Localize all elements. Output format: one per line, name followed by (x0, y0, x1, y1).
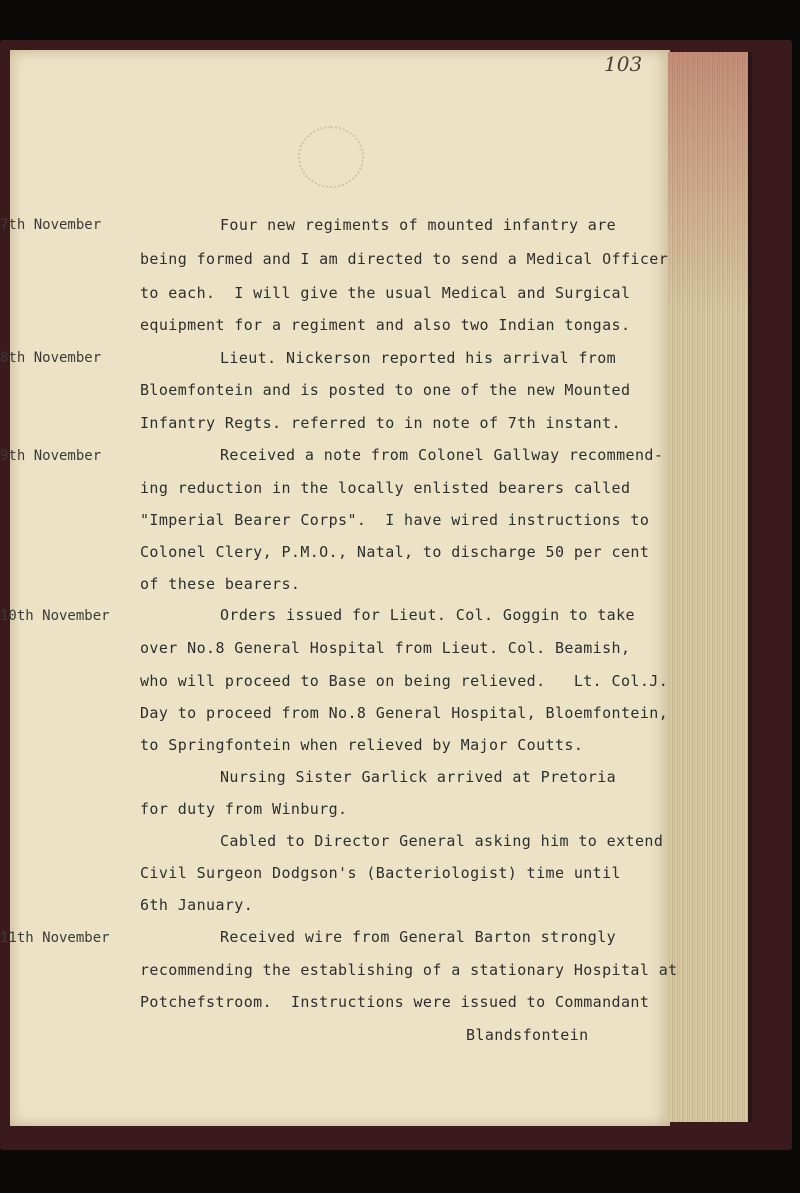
entry-line: Infantry Regts. referred to in note of 7th instant. (140, 414, 621, 432)
entry-line: Received wire from General Barton strongly (220, 928, 617, 946)
page-edges (668, 52, 752, 1122)
entry-line: of these bearers. (140, 575, 301, 593)
entry-line: Colonel Clery, P.M.O., Natal, to discharge 50 per cent (140, 543, 650, 561)
entry-line: Civil Surgeon Dodgson's (Bacteriologist) time until (140, 864, 621, 882)
entry-line: Bloemfontein and is posted to one of the new Mounted (140, 381, 631, 399)
faint-seal-stamp (298, 126, 364, 188)
entry-line: equipment for a regiment and also two Indian tongas. (140, 316, 631, 334)
entry-line: Cabled to Director General asking him to extend (220, 832, 664, 850)
entry-date: 9th November (0, 448, 102, 464)
entry-line: Lieut. Nickerson reported his arrival from (220, 349, 617, 367)
entry-line: Nursing Sister Garlick arrived at Pretoria (220, 768, 617, 786)
entry-line: being formed and I am directed to send a Medical Officer (140, 250, 669, 268)
entry-line: to each. I will give the usual Medical and Surgical (140, 284, 631, 302)
entry-line: 6th January. (140, 896, 254, 914)
entry-line: Received a note from Colonel Gallway recommend- (220, 446, 664, 464)
red-edge-tint (668, 52, 748, 312)
entry-line: to Springfontein when relieved by Major Coutts. (140, 736, 584, 754)
entry-line: Orders issued for Lieut. Col. Goggin to take (220, 606, 635, 624)
entry-line: over No.8 General Hospital from Lieut. Col. Beamish, (140, 639, 631, 657)
catchword: Blandsfontein (466, 1026, 589, 1044)
entry-line: "Imperial Bearer Corps". I have wired instructions to (140, 511, 650, 529)
entry-date: 10th November (0, 608, 110, 624)
entry-line: Day to proceed from No.8 General Hospital, Bloemfontein, (140, 704, 669, 722)
entry-date: 7th November (0, 217, 102, 233)
entry-line: for duty from Winburg. (140, 800, 348, 818)
entry-line: Potchefstroom. Instructions were issued to Commandant (140, 993, 650, 1011)
folio-number: 103 (604, 52, 643, 76)
entry-line: recommending the establishing of a stationary Hospital at (140, 961, 678, 979)
entry-line: who will proceed to Base on being relieved. Lt. Col.J. (140, 672, 669, 690)
entry-date: 11th November (0, 930, 110, 946)
entry-date: 8th November (0, 350, 102, 366)
entry-line: ing reduction in the locally enlisted bearers called (140, 479, 631, 497)
entry-line: Four new regiments of mounted infantry are (220, 216, 617, 234)
